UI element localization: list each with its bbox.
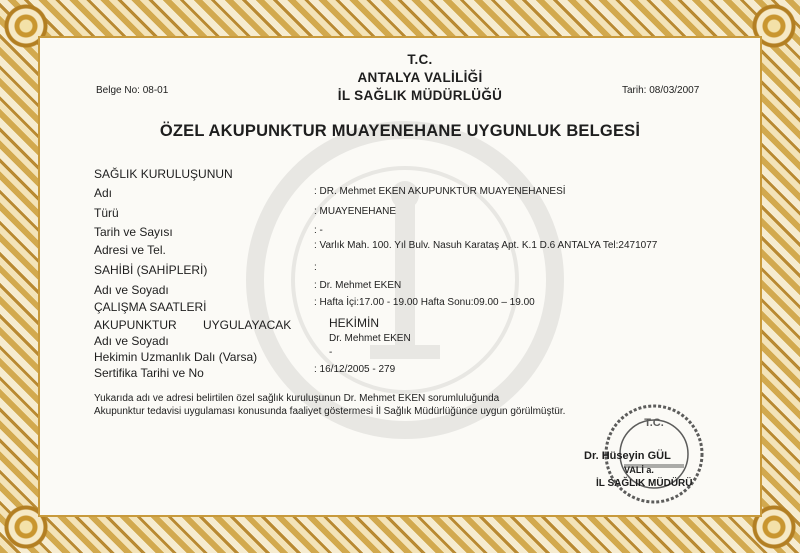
certificate-info-value: : 16/12/2005 - 279 — [314, 364, 396, 375]
facility-address-label: Adresi ve Tel. — [94, 243, 166, 257]
facility-name-label: Adı — [94, 186, 113, 200]
facility-date-value: : - — [314, 225, 323, 236]
header-tc: T.C. — [407, 52, 433, 67]
physician-name-label: Adı ve Soyadı — [94, 334, 169, 348]
signatory-role-1: VALİ a. — [624, 465, 654, 475]
section-physician-heading-3: HEKİMİN — [329, 316, 380, 330]
section-facility-heading: SAĞLIK KURULUŞUNUN — [94, 167, 233, 181]
facility-date-label: Tarih ve Sayısı — [94, 225, 173, 239]
section-physician-heading-1: AKUPUNKTUR — [94, 318, 177, 332]
section-owner-colon: : — [314, 262, 317, 273]
section-hours-heading: ÇALIŞMA SAATLERİ — [94, 300, 207, 314]
certificate-info-label: Sertifika Tarihi ve No — [94, 366, 204, 380]
header-directorate: İL SAĞLIK MÜDÜRLÜĞÜ — [337, 88, 503, 103]
section-physician-heading-2: UYGULAYACAK — [203, 318, 292, 332]
signatory-name: Dr. Hüseyin GÜL — [584, 450, 671, 462]
physician-specialty-value: - — [329, 347, 333, 358]
signatory-role-2: İL SAĞLIK MÜDÜRÜ — [596, 478, 693, 489]
document-number: Belge No: 08-01 — [96, 85, 169, 96]
section-owner-heading: SAHİBİ (SAHİPLERİ) — [94, 263, 208, 277]
owner-name-value: : Dr. Mehmet EKEN — [314, 280, 402, 291]
statement-line-2: Akupunktur tedavisi uygulaması konusunda faaliyet göstermesi İl Sağlık Müdürlüğünce uygun görülmüştür. — [94, 406, 566, 417]
header-governorship: ANTALYA VALİLİĞİ — [357, 70, 483, 85]
document-date: Tarih: 08/03/2007 — [622, 85, 700, 96]
owner-name-label: Adı ve Soyadı — [94, 283, 169, 297]
physician-specialty-label: Hekimin Uzmanlık Dalı (Varsa) — [94, 350, 258, 364]
facility-type-value: : MUAYENEHANE — [314, 206, 397, 217]
stamp-top-text: T.C. — [644, 417, 664, 429]
working-hours-value: : Hafta İçi:17.00 - 19.00 Hafta Sonu:09.00 – 19.00 — [314, 297, 535, 308]
facility-name-value: : DR. Mehmet EKEN AKUPUNKTUR MUAYENEHANESİ — [314, 186, 566, 197]
facility-type-label: Türü — [94, 206, 119, 220]
physician-name-value: Dr. Mehmet EKEN — [329, 333, 411, 344]
page-title: ÖZEL AKUPUNKTUR MUAYENEHANE UYGUNLUK BELGESİ — [159, 122, 641, 140]
statement-line-1: Yukarıda adı ve adresi belirtilen özel sağlık kuruluşunun Dr. Mehmet EKEN sorumluluğunda — [94, 393, 500, 404]
facility-address-value: : Varlık Mah. 100. Yıl Bulv. Nasuh Karataş Apt. K.1 D.6 ANTALYA Tel:2471077 — [314, 240, 658, 251]
